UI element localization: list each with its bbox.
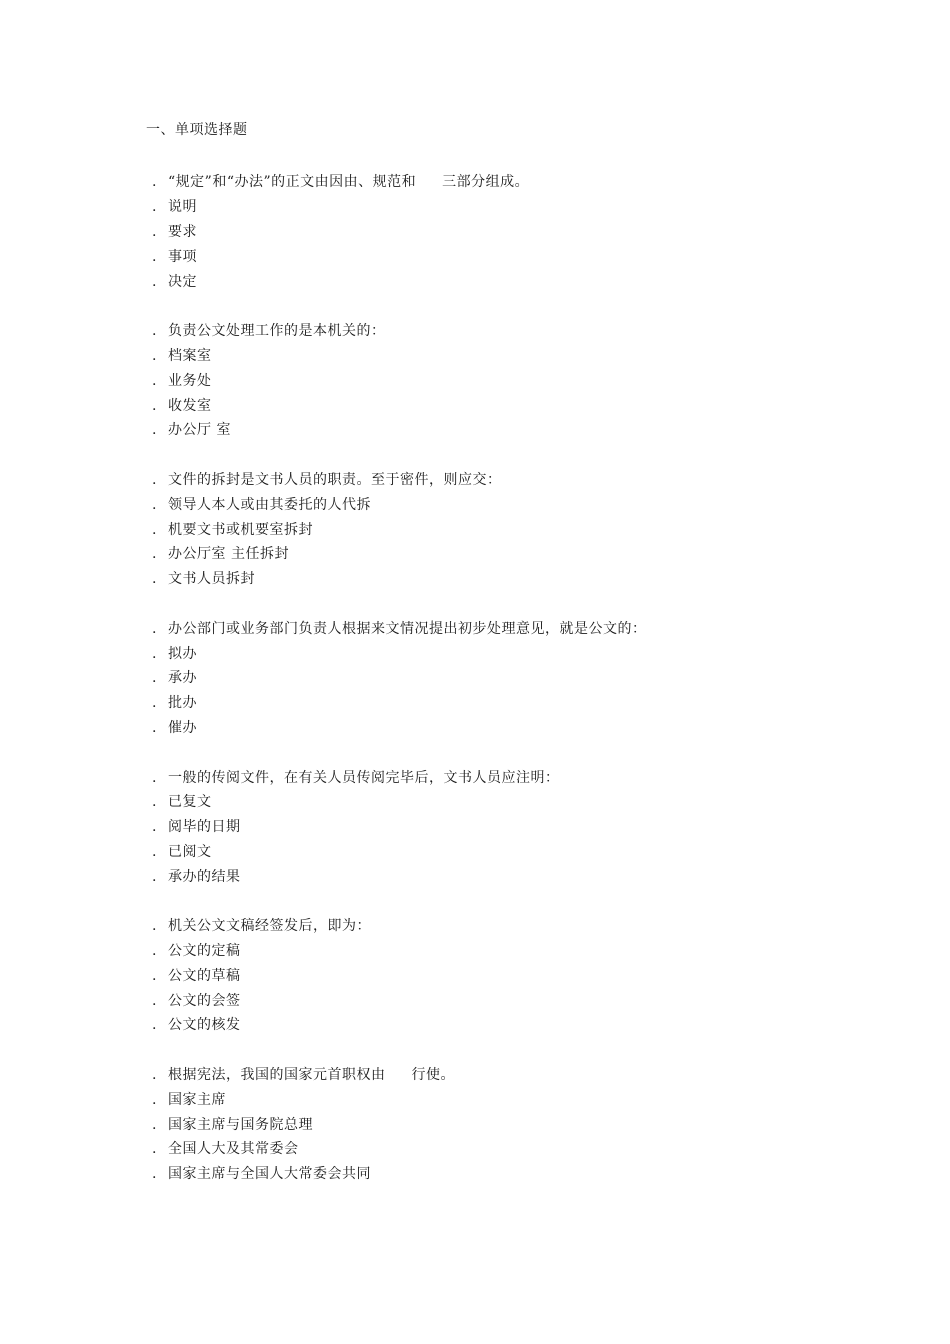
bullet-dot: . xyxy=(152,1067,157,1084)
question-stem xyxy=(152,1063,872,1088)
option-text: 拟办 xyxy=(168,645,197,662)
question-7 xyxy=(152,1063,872,1187)
option-text: 文书人员拆封 xyxy=(168,571,255,588)
option-b xyxy=(152,666,872,691)
option-text: 国家主席与国务院总理 xyxy=(168,1116,313,1133)
bullet-dot: . xyxy=(152,521,157,538)
option-text: 事项 xyxy=(168,248,197,265)
stem-text: 一般的传阅文件，在有关人员传阅完毕后，文书人员应注明： xyxy=(168,769,560,786)
option-a xyxy=(152,492,872,517)
question-stem xyxy=(152,765,872,790)
bullet-dot: . xyxy=(152,248,157,265)
stem-text-after-blank: 行使。 xyxy=(411,1067,455,1084)
option-b xyxy=(152,1112,872,1137)
bullet-dot: . xyxy=(152,323,157,340)
option-b xyxy=(152,517,872,542)
option-text: 办公厅室 主任拆封 xyxy=(168,546,289,563)
bullet-dot: . xyxy=(152,223,157,240)
bullet-dot: . xyxy=(152,471,157,488)
section-title: 一、单项选择题 xyxy=(146,122,248,138)
option-text: 收发室 xyxy=(168,397,212,414)
bullet-dot: . xyxy=(152,1091,157,1108)
question-1 xyxy=(152,170,872,294)
option-text: 已阅文 xyxy=(168,843,212,860)
option-a xyxy=(152,344,872,369)
stem-text: 负责公文处理工作的是本机关的： xyxy=(168,323,386,340)
option-text: 领导人本人或由其委托的人代拆 xyxy=(168,496,371,513)
option-b xyxy=(152,815,872,840)
option-d xyxy=(152,1013,872,1038)
bullet-dot: . xyxy=(152,546,157,563)
bullet-dot: . xyxy=(152,620,157,637)
option-b xyxy=(152,368,872,393)
bullet-dot: . xyxy=(152,397,157,414)
option-b xyxy=(152,964,872,989)
option-text: 档案室 xyxy=(168,347,212,364)
bullet-dot: . xyxy=(152,372,157,389)
bullet-dot: . xyxy=(152,571,157,588)
option-text: 业务处 xyxy=(168,372,212,389)
bullet-dot: . xyxy=(152,174,157,191)
question-stem xyxy=(152,170,872,195)
bullet-dot: . xyxy=(152,868,157,885)
stem-text: 机关公文文稿经签发后，即为： xyxy=(168,918,371,935)
option-text: 已复文 xyxy=(168,794,212,811)
bullet-dot: . xyxy=(152,273,157,290)
question-4 xyxy=(152,616,872,740)
option-text: 办公厅 室 xyxy=(168,422,231,439)
bullet-dot: . xyxy=(152,347,157,364)
option-text: 要求 xyxy=(168,223,197,240)
option-c xyxy=(152,988,872,1013)
bullet-dot: . xyxy=(152,645,157,662)
bullet-dot: . xyxy=(152,1166,157,1183)
option-text: 催办 xyxy=(168,719,197,736)
option-text: 说明 xyxy=(168,199,197,216)
option-text: 阅毕的日期 xyxy=(168,819,241,836)
option-text: 全国人大及其常委会 xyxy=(168,1141,299,1158)
option-text: 公文的会签 xyxy=(168,992,241,1009)
option-a xyxy=(152,790,872,815)
option-text: 决定 xyxy=(168,273,197,290)
bullet-dot: . xyxy=(152,918,157,935)
option-text: 承办 xyxy=(168,670,197,687)
stem-text-after-blank: 三部分组成。 xyxy=(442,174,530,191)
question-2 xyxy=(152,319,872,443)
bullet-dot: . xyxy=(152,670,157,687)
option-c xyxy=(152,1137,872,1162)
option-text: 批办 xyxy=(168,695,197,712)
option-text: 国家主席 xyxy=(168,1091,226,1108)
bullet-dot: . xyxy=(152,992,157,1009)
bullet-dot: . xyxy=(152,422,157,439)
option-c xyxy=(152,542,872,567)
stem-text: 办公部门或业务部门负责人根据来文情况提出初步处理意见，就是公文的： xyxy=(168,620,647,637)
option-text: 承办的结果 xyxy=(168,868,241,885)
bullet-dot: . xyxy=(152,719,157,736)
question-5 xyxy=(152,765,872,889)
option-d xyxy=(152,418,872,443)
option-text: 国家主席与全国人大常委会共同 xyxy=(168,1166,371,1183)
option-c xyxy=(152,840,872,865)
question-6 xyxy=(152,914,872,1038)
option-c xyxy=(152,393,872,418)
question-3 xyxy=(152,468,872,592)
option-b xyxy=(152,220,872,245)
option-text: 公文的草稿 xyxy=(168,967,241,984)
bullet-dot: . xyxy=(152,199,157,216)
bullet-dot: . xyxy=(152,794,157,811)
option-text: 公文的定稿 xyxy=(168,943,241,960)
option-text: 公文的核发 xyxy=(168,1017,241,1034)
option-a xyxy=(152,195,872,220)
bullet-dot: . xyxy=(152,695,157,712)
question-stem xyxy=(152,616,872,641)
stem-text: 文件的拆封是文书人员的职责。至于密件，则应交： xyxy=(168,471,502,488)
bullet-dot: . xyxy=(152,967,157,984)
question-stem xyxy=(152,914,872,939)
bullet-dot: . xyxy=(152,943,157,960)
option-a xyxy=(152,939,872,964)
option-text: 机要文书或机要室拆封 xyxy=(168,521,313,538)
option-d xyxy=(152,864,872,889)
bullet-dot: . xyxy=(152,819,157,836)
option-a xyxy=(152,1087,872,1112)
question-list xyxy=(152,170,872,1211)
bullet-dot: . xyxy=(152,1017,157,1034)
question-stem xyxy=(152,468,872,493)
bullet-dot: . xyxy=(152,496,157,513)
question-stem xyxy=(152,319,872,344)
bullet-dot: . xyxy=(152,843,157,860)
option-d xyxy=(152,567,872,592)
option-c xyxy=(152,691,872,716)
bullet-dot: . xyxy=(152,1141,157,1158)
option-c xyxy=(152,244,872,269)
bullet-dot: . xyxy=(152,1116,157,1133)
option-a xyxy=(152,641,872,666)
stem-text: “规定”和“办法”的正文由因由、规范和 xyxy=(168,174,417,191)
option-d xyxy=(152,269,872,294)
bullet-dot: . xyxy=(152,769,157,786)
option-d xyxy=(152,716,872,741)
option-d xyxy=(152,1162,872,1187)
stem-text: 根据宪法，我国的国家元首职权由 xyxy=(168,1067,386,1084)
